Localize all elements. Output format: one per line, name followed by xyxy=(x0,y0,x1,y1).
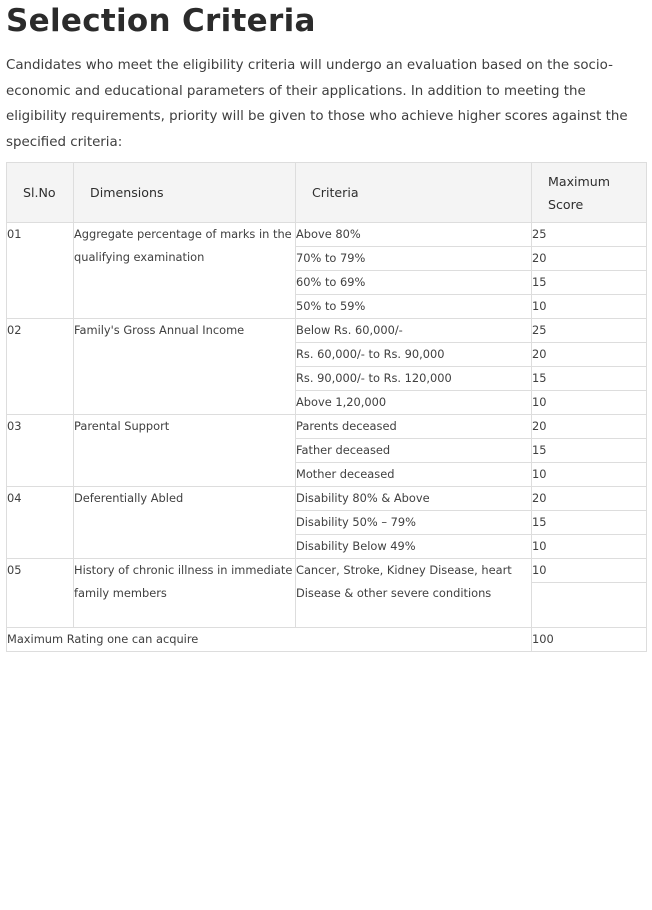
cell-criteria: Disability Below 49% xyxy=(296,535,532,559)
cell-dimension: Family's Gross Annual Income xyxy=(74,319,296,415)
cell-score: 10 xyxy=(532,535,647,559)
cell-criteria: Father deceased xyxy=(296,439,532,463)
cell-score: 10 xyxy=(532,463,647,487)
cell-dimension: Aggregate percentage of marks in the qualifying examination xyxy=(74,223,296,319)
cell-criteria: Disability 50% – 79% xyxy=(296,511,532,535)
header-sl-no: Sl.No xyxy=(7,163,74,223)
cell-score: 25 xyxy=(532,319,647,343)
table-row xyxy=(7,415,647,439)
cell-criteria: Cancer, Stroke, Kidney Disease, heart Disease & other severe conditions xyxy=(296,559,532,628)
header-maximum-score: Maximum Score xyxy=(532,163,647,223)
cell-score: 20 xyxy=(532,247,647,271)
cell-criteria: 50% to 59% xyxy=(296,295,532,319)
cell-score: 10 xyxy=(532,559,647,583)
header-dimensions: Dimensions xyxy=(74,163,296,223)
cell-score: 15 xyxy=(532,439,647,463)
cell-criteria: Mother deceased xyxy=(296,463,532,487)
table-row xyxy=(7,319,647,343)
table-body xyxy=(7,223,647,628)
cell-score: 20 xyxy=(532,487,647,511)
header-criteria: Criteria xyxy=(296,163,532,223)
cell-sl-no: 03 xyxy=(7,415,74,487)
footer-label: Maximum Rating one can acquire xyxy=(7,628,532,652)
cell-sl-no: 01 xyxy=(7,223,74,319)
footer-row xyxy=(7,628,647,652)
table-row xyxy=(7,223,647,247)
cell-score: 15 xyxy=(532,271,647,295)
cell-criteria: 70% to 79% xyxy=(296,247,532,271)
cell-score: 25 xyxy=(532,223,647,247)
cell-criteria: Parents deceased xyxy=(296,415,532,439)
cell-score: 15 xyxy=(532,511,647,535)
intro-paragraph: Candidates who meet the eligibility criteria will undergo an evaluation based on the socio-economic and educational parameters of their applications. In addition to meeting the eligibility requirements, priority will be given to those who achieve higher scores against the specified criteria: xyxy=(6,58,628,150)
cell-dimension: Parental Support xyxy=(74,415,296,487)
cell-score: 20 xyxy=(532,343,647,367)
cell-sl-no: 05 xyxy=(7,559,74,628)
cell-score: 15 xyxy=(532,367,647,391)
footer-score: 100 xyxy=(532,628,647,652)
cell-criteria: 60% to 69% xyxy=(296,271,532,295)
selection-criteria-table xyxy=(6,162,647,652)
table-row xyxy=(7,487,647,511)
cell-score: 10 xyxy=(532,295,647,319)
cell-dimension: Deferentially Abled xyxy=(74,487,296,559)
cell-score: 10 xyxy=(532,391,647,415)
cell-criteria: Rs. 60,000/- to Rs. 90,000 xyxy=(296,343,532,367)
cell-criteria: Above 80% xyxy=(296,223,532,247)
cell-criteria: Above 1,20,000 xyxy=(296,391,532,415)
cell-criteria: Rs. 90,000/- to Rs. 120,000 xyxy=(296,367,532,391)
cell-score-empty xyxy=(532,583,647,628)
cell-criteria: Below Rs. 60,000/- xyxy=(296,319,532,343)
cell-dimension: History of chronic illness in immediate family members xyxy=(74,559,296,628)
cell-sl-no: 02 xyxy=(7,319,74,415)
cell-sl-no: 04 xyxy=(7,487,74,559)
table-header-row xyxy=(7,163,647,223)
page-title: Selection Criteria xyxy=(6,3,316,39)
table-row xyxy=(7,559,647,583)
cell-score: 20 xyxy=(532,415,647,439)
cell-criteria: Disability 80% & Above xyxy=(296,487,532,511)
